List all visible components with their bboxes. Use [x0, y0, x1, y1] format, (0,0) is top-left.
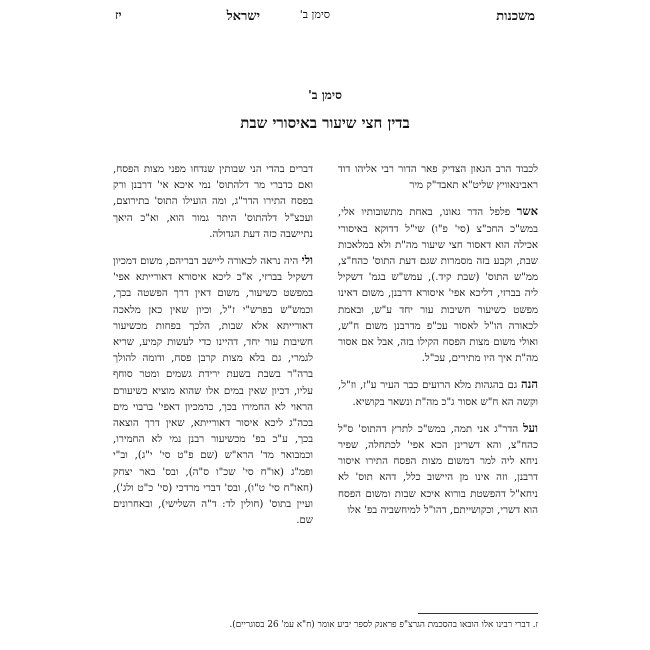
paragraph-text: לכבוד הרב הגאון הצדיק פאר הדור רבי אליהו דוד ראבינאוויץ שליט"א תאבד"ק מיר [338, 164, 538, 192]
paragraph-text: הדר"ג אני תמה, במש"כ לתרץ דהתוס' ס"ל כהח"צ, והא דשרינן הכא אפי' לכתחלה, שפיר ניחא ליה למר דמשום מצות הפסח התירו איסור דרבנן, וזה אינו מן היישוב כלל, דהא תוס' לא ניחא"ל דהפשטת בורוא איכא שבות ומשום הפסח הוא דשרי, וכקושייתם, דהו"ל למיחשביה בפ' אלו [338, 423, 538, 516]
text-column-left [113, 160, 313, 529]
paragraph-text: פלפל הדר גאונו, באחת מתשובותיו אלי, במש"כ החכ"צ (סי' פ"ו) שי"ל דדוקא באיסורי אכילה הוא דאסור חצי שיעור מה"ת ולא במלאכות שבת, וקבע בזה מסמרות שגם דעת התוס' כהח"צ, ממ"ש התוס' (שבת קיד.), עמש"ש בגמ' דשקיל ליה בברזי, דליכא אפי' איסורא דרבנן, משום דאינו מפשט כשיעור חשיבות עור יחד ע"ש, ובאמת לכאורה הו"ל לאסור עכ"פ מדרבנן משום ח"ש, ואולי משום מצות הפסח הקילו בזה, אבל אם אסור מה"ת איך היו מתירים, עכ"ל. [338, 207, 538, 365]
siman-title: סימן ב' [308, 88, 342, 102]
paragraph-asher [338, 203, 538, 367]
footnote: ז. דברי רבינו אלו הובאו בהסכמת הגרצ"פ פראנק לספר יביע אומר (ח"א עמ' 26 בסוגריים). [229, 620, 538, 630]
paragraph-lead: ועל [523, 420, 538, 435]
paragraph-continuation [113, 160, 313, 243]
footnote-rule [418, 613, 538, 614]
running-head-book: משכנות [496, 9, 535, 24]
paragraph-veli [113, 252, 313, 529]
paragraph-veal [338, 420, 538, 519]
running-head-word: ישראל [226, 9, 260, 24]
paragraph-text: היה נראה לכאורה ליישב דבריהם, משום דמכיון דשקיל בברזי, א"כ ליכא איסורא דאורייתא אפי' במפשט כשיעור, משום דאין דרך הפשטה בכך, וכמש"ש בפרש"י ז"ל, וכיון שאין כאן מלאכה דאורייתא אלא שבות, הלכך בפחות מכשיעור חשיבות עור יחד, דהיינו כדי לעשות קמיע, שריא לגמרי, גם בלא מצות קרבן פסח, ודומה להולך ברה"ר בשבת בשעת ירידת גשמים ומטר סוחף עליו, דכיון שאין במים אלו שהוא מוציא כשיעורם הראוי לא החמירו בכך, כדמכיון דאפי' ברבוי מים בכה"ג ליכא איסור דאורייתא, שאין דרך הוצאה בכך, ע"כ בפ' מכשיעור רבנן נמי לא החמירו, וכמבואר מד' הרא"ש (שם פ"ט סי' י"ג), וב"י ופמ"ג (או"ח סי' שכ"ו ס"ה), ובס' באר יצחק (חאו"ח סי' ט"ו), ובס' דברי מרדכי (סי' כ"ט ולג'), ועיין בתוס' (חולין לד: ד"ה השלישי), ובאחרונים שם. [113, 256, 313, 527]
running-head-siman: סימן ב' [299, 8, 330, 21]
paragraph-lead: הנה [521, 377, 538, 392]
paragraph-text: גם בהגהות מלא הרועים כבר העיר ע"ז, וז"ל, וקשה הא ח"ש אסור ג"כ מה"ת ונשאר בקושיא. [338, 380, 538, 408]
paragraph-hineh [338, 376, 538, 410]
paragraph-lead: אשר [516, 204, 538, 219]
page-number: יז [115, 8, 122, 22]
subject-title: בדין חצי שיעור באיסורי שבת [240, 114, 410, 132]
paragraph-address [338, 160, 538, 194]
paragraph-lead: ולי [301, 253, 313, 268]
running-head [115, 8, 535, 26]
text-column-right [338, 160, 538, 519]
paragraph-text: דברים בהדי הני שבותין שנדחו מפני מצות הפסח, ואם כדברי מר דלהתוס' נמי איכא אי' דרבנן ורק בפסח התירו הדר"ג, ומה הועילו התוס' בתירוצם, ועכצ"ל דלהתוס' היתר גמור הוא, וא"כ היאך נתיישבה כזה דעת הגדולה. [113, 164, 313, 240]
